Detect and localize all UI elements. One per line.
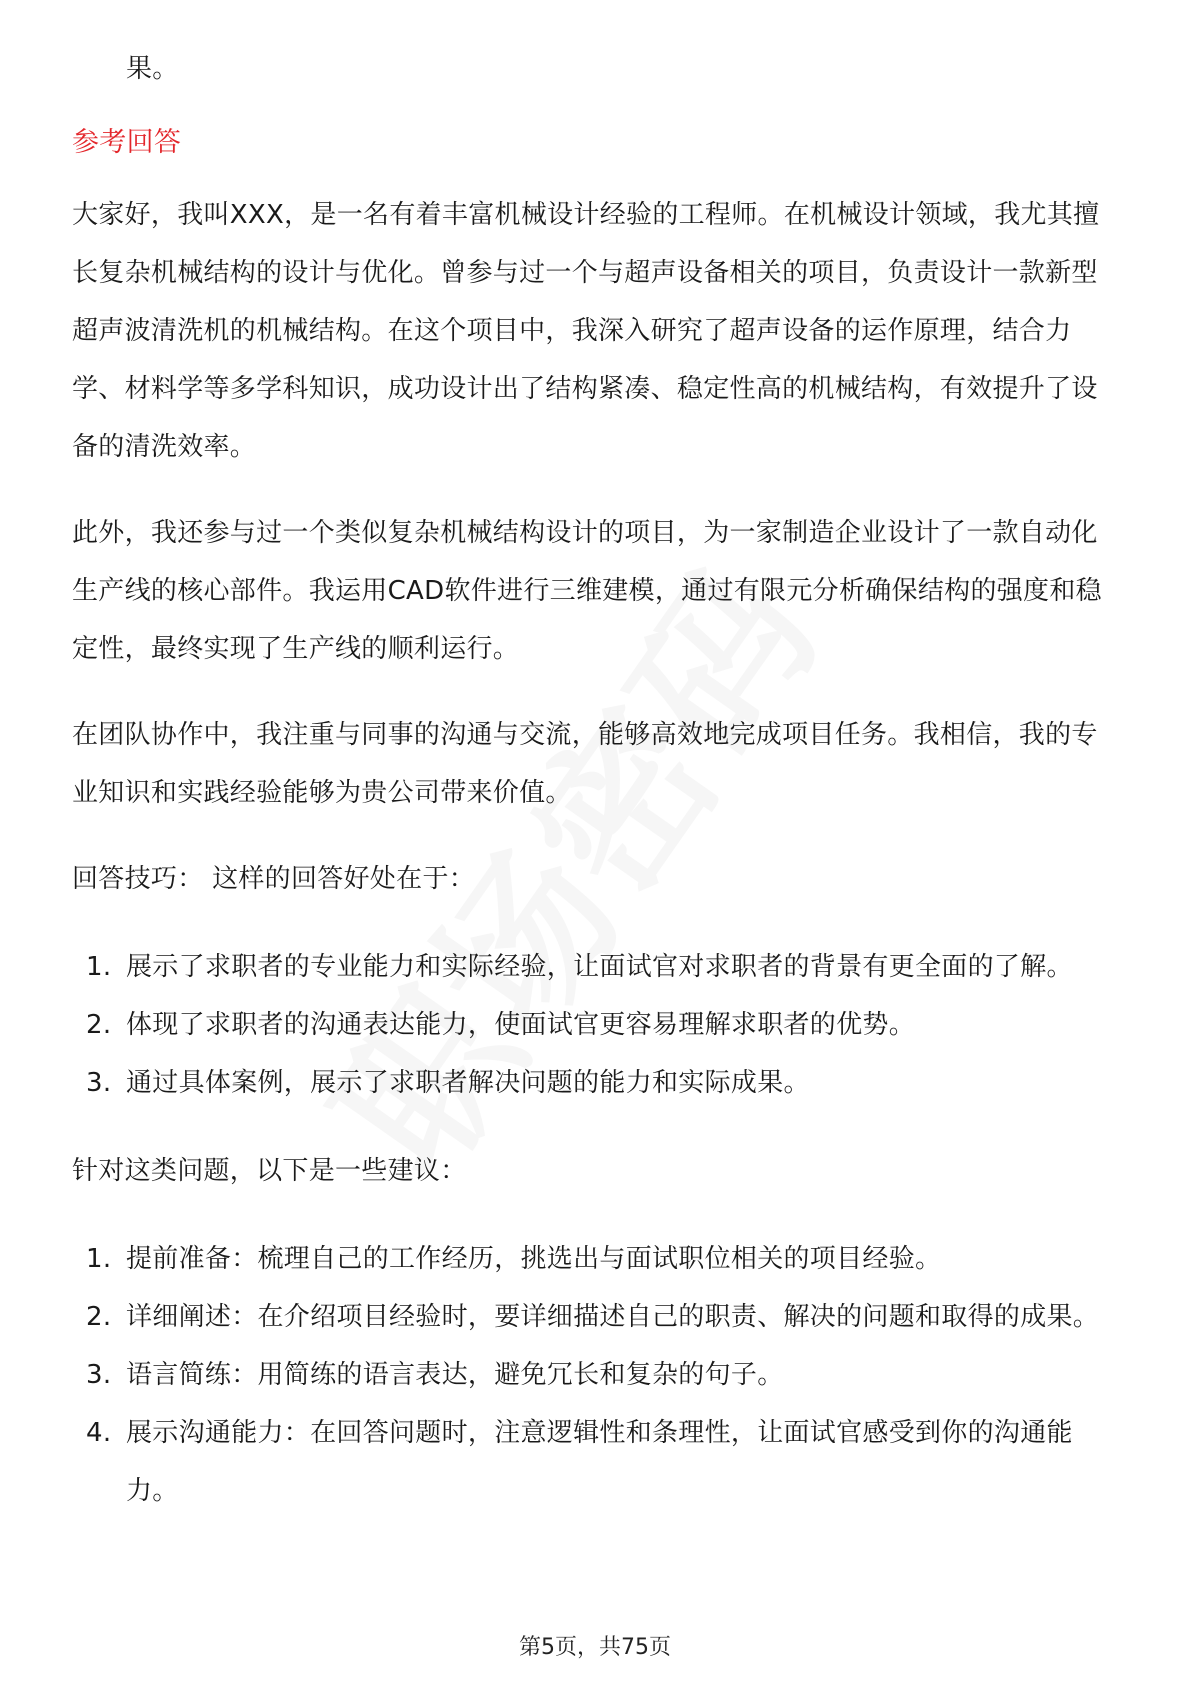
list-number: 1.	[86, 952, 112, 982]
list-text: 展示了求职者的专业能力和实际经验，让面试官对求职者的背景有更全面的了解。	[126, 952, 1073, 982]
list-text: 语言简练：用简练的语言表达，避免冗长和复杂的句子。	[126, 1360, 784, 1390]
list-item	[72, 1288, 1122, 1346]
list-text: 详细阐述：在介绍项目经验时，要详细描述自己的职责、解决的问题和取得的成果。	[126, 1302, 1100, 1332]
list-item	[72, 938, 1122, 996]
continued-text: 果。	[126, 54, 179, 84]
tips-list	[72, 938, 1122, 1112]
list-item	[72, 1346, 1122, 1404]
list-text: 提前准备：梳理自己的工作经历，挑选出与面试职位相关的项目经验。	[126, 1244, 942, 1274]
section-heading: 参考回答	[72, 127, 182, 158]
list-item	[72, 1054, 1122, 1112]
paragraph-2: 此外，我还参与过一个类似复杂机械结构设计的项目，为一家制造企业设计了一款自动化生产线的核心部件。我运用CAD软件进行三维建模，通过有限元分析确保结构的强度和稳定性，最终实现了生产线的顺利运行。	[72, 518, 1102, 664]
advice-list	[72, 1230, 1122, 1520]
paragraph-1: 大家好，我叫XXX，是一名有着丰富机械设计经验的工程师。在机械设计领域，我尤其擅长复杂机械结构的设计与优化。曾参与过一个与超声设备相关的项目，负责设计一款新型超声波清洗机的机械结构。在这个项目中，我深入研究了超声设备的运作原理，结合力学、材料学等多学科知识，成功设计出了结构紧凑、稳定性高的机械结构，有效提升了设备的清洗效率。	[72, 200, 1100, 462]
page-footer: 第5页，共75页	[519, 1635, 671, 1660]
list-text: 体现了求职者的沟通表达能力，使面试官更容易理解求职者的优势。	[126, 1010, 916, 1040]
list-item	[72, 1230, 1122, 1288]
list-number: 3.	[86, 1068, 112, 1098]
advice-intro: 针对这类问题，以下是一些建议：	[72, 1156, 467, 1186]
list-number: 2.	[86, 1010, 112, 1040]
document-page	[72, 48, 1122, 1520]
list-number: 4.	[86, 1418, 112, 1448]
list-number: 2.	[86, 1302, 112, 1332]
list-item	[72, 1404, 1122, 1520]
list-number: 3.	[86, 1360, 112, 1390]
tips-intro: 回答技巧： 这样的回答好处在于：	[72, 864, 476, 894]
list-text: 展示沟通能力：在回答问题时，注意逻辑性和条理性，让面试官感受到你的沟通能力。	[126, 1418, 1073, 1506]
paragraph-3: 在团队协作中，我注重与同事的沟通与交流，能够高效地完成项目任务。我相信，我的专业知识和实践经验能够为贵公司带来价值。	[72, 720, 1098, 808]
list-text: 通过具体案例，展示了求职者解决问题的能力和实际成果。	[126, 1068, 810, 1098]
list-number: 1.	[86, 1244, 112, 1274]
list-item	[72, 996, 1122, 1054]
